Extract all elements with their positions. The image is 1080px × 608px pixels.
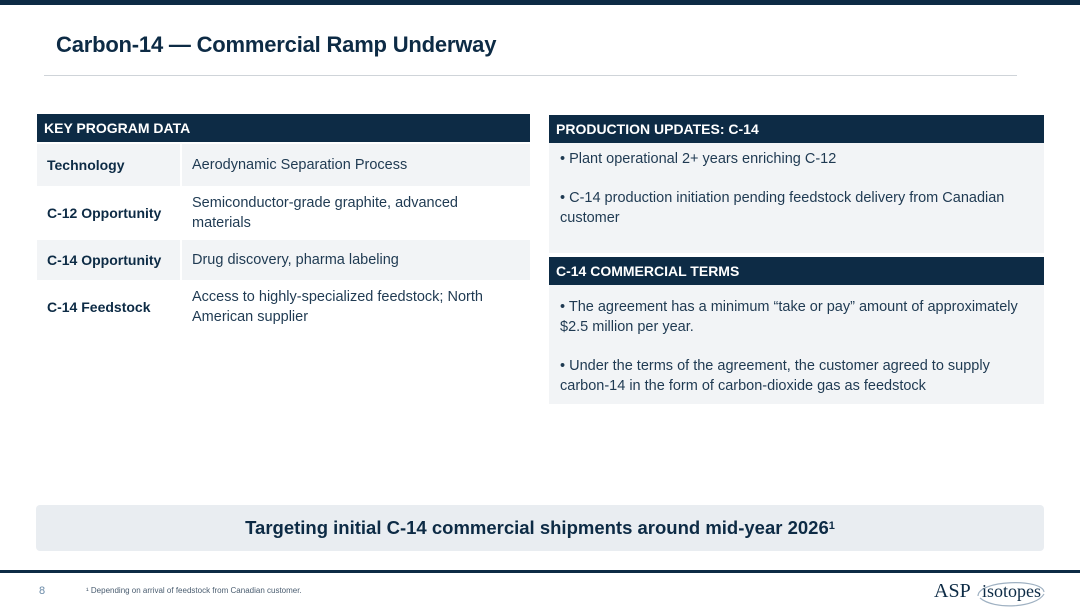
logo-isotopes-text: isotopes [982,581,1042,601]
row-value: Aerodynamic Separation Process [180,144,530,186]
row-label: C-14 Feedstock [47,299,151,315]
table-row [37,280,530,334]
row-label: C-12 Opportunity [47,205,162,221]
footnote-marker: 1 [828,520,835,532]
table-row [37,240,530,280]
bullet-item: • Under the terms of the agreement, the customer agreed to supply carbon-14 in the form of carbon-dioxide gas as feedstock [560,358,990,394]
bullet-item: • Plant operational 2+ years enriching C-12 [560,151,837,167]
commercial-terms-panel [549,257,1044,404]
table-row [37,186,530,240]
key-program-data-header: KEY PROGRAM DATA [37,114,530,142]
top-accent-bar [0,0,1080,5]
row-label: Technology [47,157,125,173]
row-value: Semiconductor-grade graphite, advanced materials [180,186,530,240]
row-label: C-14 Opportunity [47,252,162,268]
commercial-terms-header: C-14 COMMERCIAL TERMS [549,257,1044,285]
footnote: ¹ Depending on arrival of feedstock from Canadian customer. [86,586,302,595]
shipment-target-callout [36,505,1044,551]
callout-text: Targeting initial C-14 commercial shipments around mid-year 2026 [245,517,829,538]
production-updates-panel [549,115,1044,253]
logo-asp-text: ASP [934,580,971,602]
table-row [37,144,530,186]
key-program-data-table [37,114,530,334]
row-value: Access to highly-specialized feedstock; North American supplier [180,280,530,334]
production-updates-header: PRODUCTION UPDATES: C-14 [549,115,1044,143]
production-updates-body [549,143,1044,253]
bottom-accent-bar [0,570,1080,573]
asp-isotopes-logo [934,577,1046,607]
commercial-terms-body [549,285,1044,404]
page-number: 8 [39,585,46,597]
page-title: Carbon-14 — Commercial Ramp Underway [56,32,497,57]
title-divider [44,75,1017,76]
row-value: Drug discovery, pharma labeling [180,240,530,280]
bullet-item: • The agreement has a minimum “take or pay” amount of approximately $2.5 million per year. [560,299,1018,335]
bullet-item: • C-14 production initiation pending feedstock delivery from Canadian customer [560,190,1005,226]
